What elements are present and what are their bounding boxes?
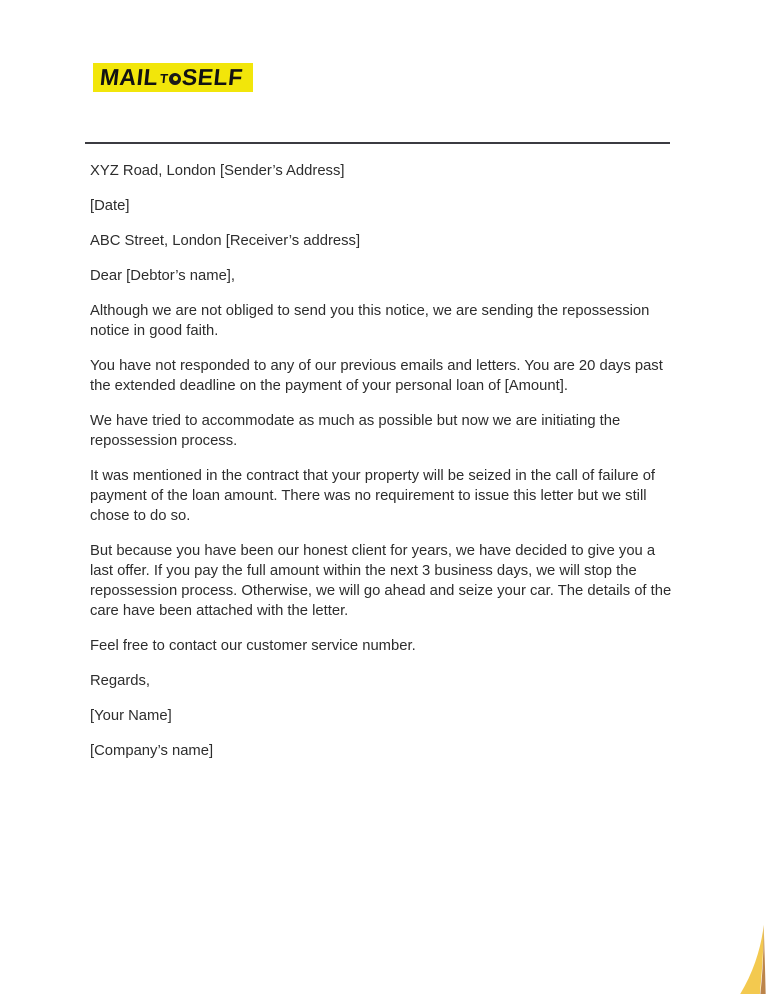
date-placeholder: [Date] <box>90 198 130 214</box>
paragraph: We have tried to accommodate as much as possible but now we are initiating the repossession process. <box>90 413 621 449</box>
logo-text-self: SELF <box>180 64 245 90</box>
header-divider <box>85 142 670 144</box>
signature-name: [Your Name] <box>90 708 172 724</box>
paragraph: Although we are not obliged to send you this notice, we are sending the repossession notice in good faith. <box>90 303 650 339</box>
letter-body <box>90 161 677 776</box>
paragraph: But because you have been our honest client for years, we have decided to give you a last offer. If you pay the full amount within the next 3 business days, we will stop the repossession process. Otherwise, we will go ahead and seize your car. The details of the care have been attached with the letter. <box>90 543 672 619</box>
logo-text-mail: MAIL <box>98 64 160 90</box>
logo-o-circle-icon <box>169 73 181 85</box>
paragraph: It was mentioned in the contract that your property will be seized in the call of failure of payment of the loan amount. There was no requirement to issue this letter but we still chose to do so. <box>90 468 656 524</box>
mail-to-self-logo <box>93 63 253 92</box>
paragraph: You have not responded to any of our previous emails and letters. You are 20 days past the extended deadline on the payment of your personal loan of [Amount]. <box>90 358 663 394</box>
sender-address: XYZ Road, London [Sender’s Address] <box>90 163 345 179</box>
salutation: Dear [Debtor’s name], <box>90 268 236 284</box>
corner-swoosh-decoration <box>723 922 768 994</box>
closing: Regards, <box>90 673 151 689</box>
signature-company: [Company’s name] <box>90 743 214 759</box>
paragraph: Feel free to contact our customer service number. <box>90 638 416 654</box>
logo-to-t: T <box>159 71 169 86</box>
logo-text-to <box>160 72 181 85</box>
receiver-address: ABC Street, London [Receiver’s address] <box>90 233 361 249</box>
